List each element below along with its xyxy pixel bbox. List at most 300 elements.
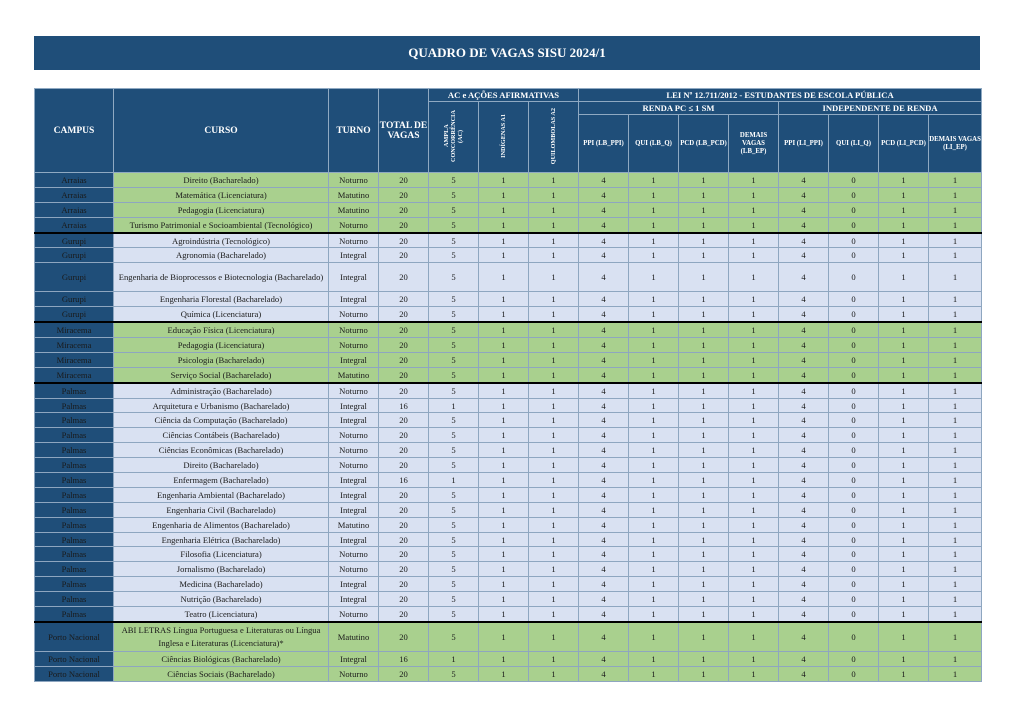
cell-li-ppi: 4 — [779, 547, 829, 562]
table-row — [35, 202, 982, 217]
cell-curso: Serviço Social (Bacharelado) — [114, 367, 329, 382]
table-row — [35, 458, 982, 473]
cell-total: 20 — [379, 607, 429, 622]
cell-li-ep: 1 — [929, 413, 982, 428]
cell-turno: Integral — [329, 577, 379, 592]
cell-lb-ep: 1 — [729, 577, 779, 592]
cell-li-q: 0 — [829, 443, 879, 458]
cell-campus: Arraias — [35, 173, 114, 188]
cell-campus: Palmas — [35, 532, 114, 547]
cell-total: 20 — [379, 517, 429, 532]
cell-lb-ep: 1 — [729, 187, 779, 202]
cell-curso: Matemática (Licenciatura) — [114, 187, 329, 202]
cell-a2: 1 — [529, 577, 579, 592]
cell-campus: Palmas — [35, 383, 114, 398]
cell-li-pcd: 1 — [879, 338, 929, 353]
table-row — [35, 532, 982, 547]
cell-campus: Gurupi — [35, 248, 114, 263]
cell-li-pcd: 1 — [879, 607, 929, 622]
cell-a2: 1 — [529, 217, 579, 232]
cell-a1: 1 — [479, 651, 529, 666]
cell-li-pcd: 1 — [879, 202, 929, 217]
cell-li-pcd: 1 — [879, 217, 929, 232]
cell-lb-q: 1 — [629, 502, 679, 517]
cell-ac: 5 — [429, 458, 479, 473]
cell-curso: Direito (Bacharelado) — [114, 458, 329, 473]
cell-li-ep: 1 — [929, 547, 982, 562]
header-li-ep: DEMAIS VAGAS (LI_EP) — [929, 115, 982, 173]
cell-curso: Engenharia Civil (Bacharelado) — [114, 502, 329, 517]
cell-lb-ppi: 4 — [579, 338, 629, 353]
cell-a1: 1 — [479, 367, 529, 382]
cell-lb-pcd: 1 — [679, 577, 729, 592]
cell-lb-ppi: 4 — [579, 263, 629, 292]
cell-lb-q: 1 — [629, 458, 679, 473]
table-row — [35, 487, 982, 502]
cell-curso: Medicina (Bacharelado) — [114, 577, 329, 592]
cell-ac: 5 — [429, 502, 479, 517]
cell-li-q: 0 — [829, 458, 879, 473]
cell-li-q: 0 — [829, 622, 879, 652]
cell-lb-q: 1 — [629, 352, 679, 367]
cell-li-pcd: 1 — [879, 367, 929, 382]
cell-lb-ep: 1 — [729, 443, 779, 458]
cell-li-pcd: 1 — [879, 532, 929, 547]
cell-li-ep: 1 — [929, 443, 982, 458]
cell-turno: Noturno — [329, 383, 379, 398]
header-turno: TURNO — [329, 89, 379, 173]
cell-total: 16 — [379, 473, 429, 488]
cell-lb-ppi: 4 — [579, 322, 629, 337]
cell-campus: Palmas — [35, 592, 114, 607]
cell-ac: 5 — [429, 428, 479, 443]
cell-lb-ppi: 4 — [579, 202, 629, 217]
cell-a2: 1 — [529, 517, 579, 532]
cell-li-ppi: 4 — [779, 428, 829, 443]
cell-a1: 1 — [479, 622, 529, 652]
cell-lb-ppi: 4 — [579, 547, 629, 562]
cell-curso: Agronomia (Bacharelado) — [114, 248, 329, 263]
cell-li-pcd: 1 — [879, 458, 929, 473]
cell-campus: Porto Nacional — [35, 666, 114, 681]
cell-li-ep: 1 — [929, 517, 982, 532]
cell-a2: 1 — [529, 562, 579, 577]
cell-lb-pcd: 1 — [679, 428, 729, 443]
cell-ac: 5 — [429, 443, 479, 458]
cell-a1: 1 — [479, 233, 529, 248]
cell-lb-q: 1 — [629, 532, 679, 547]
cell-li-q: 0 — [829, 248, 879, 263]
cell-a2: 1 — [529, 202, 579, 217]
cell-turno: Matutino — [329, 517, 379, 532]
cell-lb-ppi: 4 — [579, 383, 629, 398]
cell-ac: 5 — [429, 248, 479, 263]
cell-turno: Integral — [329, 487, 379, 502]
cell-lb-ppi: 4 — [579, 413, 629, 428]
cell-li-pcd: 1 — [879, 383, 929, 398]
table-row — [35, 352, 982, 367]
cell-li-q: 0 — [829, 532, 879, 547]
cell-total: 20 — [379, 202, 429, 217]
cell-curso: Agroindústria (Tecnológico) — [114, 233, 329, 248]
cell-lb-ep: 1 — [729, 532, 779, 547]
cell-curso: Ciências Contábeis (Bacharelado) — [114, 428, 329, 443]
cell-curso: Jornalismo (Bacharelado) — [114, 562, 329, 577]
cell-lb-ppi: 4 — [579, 607, 629, 622]
cell-li-ppi: 4 — [779, 577, 829, 592]
cell-lb-pcd: 1 — [679, 217, 729, 232]
cell-turno: Noturno — [329, 666, 379, 681]
cell-a1: 1 — [479, 338, 529, 353]
cell-total: 20 — [379, 547, 429, 562]
table-body — [35, 173, 982, 682]
cell-lb-ep: 1 — [729, 367, 779, 382]
cell-lb-ppi: 4 — [579, 217, 629, 232]
cell-li-ppi: 4 — [779, 487, 829, 502]
cell-a2: 1 — [529, 248, 579, 263]
cell-curso: Engenharia de Bioprocessos e Biotecnologia (Bacharelado) — [114, 263, 329, 292]
cell-li-pcd: 1 — [879, 666, 929, 681]
header-lb-ep: DEMAIS VAGAS (LB_EP) — [729, 115, 779, 173]
cell-lb-pcd: 1 — [679, 352, 729, 367]
cell-a2: 1 — [529, 666, 579, 681]
cell-turno: Integral — [329, 248, 379, 263]
cell-lb-ep: 1 — [729, 352, 779, 367]
cell-ac: 5 — [429, 263, 479, 292]
cell-turno: Noturno — [329, 322, 379, 337]
table-row — [35, 263, 982, 292]
cell-lb-ep: 1 — [729, 398, 779, 413]
cell-a2: 1 — [529, 322, 579, 337]
cell-li-q: 0 — [829, 187, 879, 202]
cell-lb-ppi: 4 — [579, 458, 629, 473]
cell-li-ep: 1 — [929, 577, 982, 592]
cell-ac: 5 — [429, 352, 479, 367]
cell-li-pcd: 1 — [879, 562, 929, 577]
header-li-q: QUI (LI_Q) — [829, 115, 879, 173]
cell-lb-ep: 1 — [729, 322, 779, 337]
cell-li-q: 0 — [829, 607, 879, 622]
cell-lb-q: 1 — [629, 428, 679, 443]
cell-li-ep: 1 — [929, 562, 982, 577]
cell-total: 20 — [379, 338, 429, 353]
table-row — [35, 666, 982, 681]
cell-li-q: 0 — [829, 651, 879, 666]
cell-li-pcd: 1 — [879, 547, 929, 562]
cell-curso: Pedagogia (Licenciatura) — [114, 338, 329, 353]
cell-total: 16 — [379, 398, 429, 413]
header-total-vagas: TOTAL DE VAGAS — [379, 89, 429, 173]
cell-turno: Noturno — [329, 217, 379, 232]
cell-a1: 1 — [479, 547, 529, 562]
cell-lb-ep: 1 — [729, 263, 779, 292]
cell-a2: 1 — [529, 307, 579, 322]
cell-ac: 5 — [429, 413, 479, 428]
cell-a1: 1 — [479, 458, 529, 473]
cell-a1: 1 — [479, 532, 529, 547]
cell-total: 20 — [379, 413, 429, 428]
cell-ac: 5 — [429, 383, 479, 398]
cell-a1: 1 — [479, 443, 529, 458]
cell-a2: 1 — [529, 622, 579, 652]
cell-li-ep: 1 — [929, 202, 982, 217]
cell-lb-q: 1 — [629, 622, 679, 652]
table-row — [35, 248, 982, 263]
cell-ac: 5 — [429, 577, 479, 592]
cell-li-ep: 1 — [929, 666, 982, 681]
cell-a1: 1 — [479, 428, 529, 443]
cell-li-ppi: 4 — [779, 443, 829, 458]
cell-lb-pcd: 1 — [679, 651, 729, 666]
cell-a2: 1 — [529, 187, 579, 202]
cell-li-ep: 1 — [929, 352, 982, 367]
cell-li-q: 0 — [829, 233, 879, 248]
cell-li-ep: 1 — [929, 458, 982, 473]
cell-a2: 1 — [529, 502, 579, 517]
table-row — [35, 607, 982, 622]
cell-a1: 1 — [479, 517, 529, 532]
cell-campus: Palmas — [35, 502, 114, 517]
cell-li-ppi: 4 — [779, 666, 829, 681]
cell-lb-pcd: 1 — [679, 413, 729, 428]
cell-turno: Matutino — [329, 622, 379, 652]
cell-total: 20 — [379, 428, 429, 443]
cell-li-ep: 1 — [929, 383, 982, 398]
cell-li-pcd: 1 — [879, 233, 929, 248]
cell-li-q: 0 — [829, 367, 879, 382]
cell-curso: Turismo Patrimonial e Socioambiental (Tecnológico) — [114, 217, 329, 232]
cell-campus: Palmas — [35, 428, 114, 443]
cell-lb-q: 1 — [629, 263, 679, 292]
cell-lb-ppi: 4 — [579, 248, 629, 263]
cell-total: 20 — [379, 458, 429, 473]
cell-li-ppi: 4 — [779, 413, 829, 428]
cell-lb-ppi: 4 — [579, 532, 629, 547]
cell-li-ep: 1 — [929, 502, 982, 517]
cell-turno: Integral — [329, 651, 379, 666]
cell-li-pcd: 1 — [879, 651, 929, 666]
cell-a1: 1 — [479, 263, 529, 292]
table-row — [35, 322, 982, 337]
table-row — [35, 187, 982, 202]
cell-li-ep: 1 — [929, 473, 982, 488]
cell-lb-q: 1 — [629, 383, 679, 398]
cell-turno: Noturno — [329, 607, 379, 622]
cell-li-pcd: 1 — [879, 413, 929, 428]
cell-turno: Noturno — [329, 233, 379, 248]
cell-lb-q: 1 — [629, 651, 679, 666]
cell-lb-q: 1 — [629, 367, 679, 382]
cell-lb-ep: 1 — [729, 383, 779, 398]
cell-lb-pcd: 1 — [679, 592, 729, 607]
page-title: QUADRO DE VAGAS SISU 2024/1 — [34, 36, 980, 70]
cell-campus: Palmas — [35, 577, 114, 592]
table-row — [35, 443, 982, 458]
table-row — [35, 217, 982, 232]
cell-lb-ppi: 4 — [579, 487, 629, 502]
cell-total: 20 — [379, 307, 429, 322]
cell-lb-pcd: 1 — [679, 338, 729, 353]
cell-a2: 1 — [529, 173, 579, 188]
cell-li-ep: 1 — [929, 398, 982, 413]
cell-turno: Noturno — [329, 562, 379, 577]
cell-turno: Noturno — [329, 307, 379, 322]
cell-li-ep: 1 — [929, 187, 982, 202]
cell-li-ppi: 4 — [779, 532, 829, 547]
cell-turno: Integral — [329, 292, 379, 307]
cell-campus: Gurupi — [35, 263, 114, 292]
cell-total: 20 — [379, 263, 429, 292]
cell-li-ep: 1 — [929, 367, 982, 382]
cell-lb-pcd: 1 — [679, 517, 729, 532]
cell-li-ep: 1 — [929, 322, 982, 337]
cell-a2: 1 — [529, 443, 579, 458]
table-row — [35, 292, 982, 307]
cell-a1: 1 — [479, 307, 529, 322]
cell-lb-q: 1 — [629, 233, 679, 248]
cell-campus: Palmas — [35, 443, 114, 458]
cell-lb-ep: 1 — [729, 173, 779, 188]
cell-li-ppi: 4 — [779, 398, 829, 413]
cell-li-ep: 1 — [929, 487, 982, 502]
header-indigenas: INDÍGENAS A1 — [479, 102, 529, 173]
header-quilombolas: QUILOMBOLAS A2 — [529, 102, 579, 173]
cell-li-ep: 1 — [929, 173, 982, 188]
cell-ac: 1 — [429, 473, 479, 488]
cell-li-q: 0 — [829, 398, 879, 413]
cell-campus: Arraias — [35, 202, 114, 217]
cell-a1: 1 — [479, 217, 529, 232]
cell-a1: 1 — [479, 666, 529, 681]
cell-lb-q: 1 — [629, 248, 679, 263]
cell-total: 20 — [379, 352, 429, 367]
cell-lb-q: 1 — [629, 592, 679, 607]
cell-li-q: 0 — [829, 577, 879, 592]
cell-lb-ppi: 4 — [579, 622, 629, 652]
cell-lb-q: 1 — [629, 398, 679, 413]
cell-ac: 5 — [429, 487, 479, 502]
cell-turno: Noturno — [329, 458, 379, 473]
cell-curso: Educação Física (Licenciatura) — [114, 322, 329, 337]
cell-li-pcd: 1 — [879, 352, 929, 367]
header-lb-pcd: PCD (LB_PCD) — [679, 115, 729, 173]
cell-campus: Palmas — [35, 517, 114, 532]
cell-ac: 5 — [429, 562, 479, 577]
cell-turno: Noturno — [329, 173, 379, 188]
cell-lb-ppi: 4 — [579, 517, 629, 532]
cell-li-ppi: 4 — [779, 217, 829, 232]
cell-li-q: 0 — [829, 473, 879, 488]
cell-a1: 1 — [479, 292, 529, 307]
cell-lb-pcd: 1 — [679, 473, 729, 488]
cell-a1: 1 — [479, 202, 529, 217]
cell-lb-ep: 1 — [729, 562, 779, 577]
cell-li-ep: 1 — [929, 607, 982, 622]
cell-lb-ppi: 4 — [579, 367, 629, 382]
cell-a1: 1 — [479, 502, 529, 517]
cell-li-ep: 1 — [929, 592, 982, 607]
cell-lb-pcd: 1 — [679, 322, 729, 337]
cell-li-q: 0 — [829, 202, 879, 217]
cell-lb-ppi: 4 — [579, 666, 629, 681]
cell-lb-ep: 1 — [729, 202, 779, 217]
cell-li-q: 0 — [829, 666, 879, 681]
cell-ac: 5 — [429, 517, 479, 532]
cell-lb-ppi: 4 — [579, 428, 629, 443]
cell-curso: Química (Licenciatura) — [114, 307, 329, 322]
cell-li-pcd: 1 — [879, 592, 929, 607]
cell-lb-q: 1 — [629, 517, 679, 532]
cell-total: 20 — [379, 292, 429, 307]
cell-a1: 1 — [479, 577, 529, 592]
cell-li-q: 0 — [829, 562, 879, 577]
cell-li-ppi: 4 — [779, 233, 829, 248]
cell-li-ppi: 4 — [779, 607, 829, 622]
cell-curso: Psicologia (Bacharelado) — [114, 352, 329, 367]
cell-lb-pcd: 1 — [679, 622, 729, 652]
cell-lb-ep: 1 — [729, 473, 779, 488]
cell-lb-ppi: 4 — [579, 592, 629, 607]
cell-ac: 5 — [429, 547, 479, 562]
cell-lb-ep: 1 — [729, 651, 779, 666]
cell-curso: Enfermagem (Bacharelado) — [114, 473, 329, 488]
cell-a2: 1 — [529, 547, 579, 562]
cell-ac: 5 — [429, 322, 479, 337]
cell-lb-ep: 1 — [729, 428, 779, 443]
cell-lb-pcd: 1 — [679, 173, 729, 188]
cell-a2: 1 — [529, 413, 579, 428]
cell-total: 20 — [379, 248, 429, 263]
cell-curso: Engenharia Ambiental (Bacharelado) — [114, 487, 329, 502]
cell-campus: Palmas — [35, 473, 114, 488]
cell-lb-pcd: 1 — [679, 398, 729, 413]
cell-li-ppi: 4 — [779, 263, 829, 292]
cell-a2: 1 — [529, 473, 579, 488]
cell-total: 20 — [379, 562, 429, 577]
cell-total: 20 — [379, 502, 429, 517]
cell-ac: 5 — [429, 187, 479, 202]
cell-turno: Matutino — [329, 187, 379, 202]
cell-li-q: 0 — [829, 487, 879, 502]
cell-lb-q: 1 — [629, 443, 679, 458]
cell-li-ppi: 4 — [779, 307, 829, 322]
cell-lb-pcd: 1 — [679, 233, 729, 248]
cell-campus: Palmas — [35, 487, 114, 502]
cell-li-q: 0 — [829, 263, 879, 292]
cell-curso: Direito (Bacharelado) — [114, 173, 329, 188]
cell-li-q: 0 — [829, 592, 879, 607]
cell-a2: 1 — [529, 398, 579, 413]
cell-lb-pcd: 1 — [679, 487, 729, 502]
cell-li-q: 0 — [829, 338, 879, 353]
cell-campus: Palmas — [35, 562, 114, 577]
cell-a2: 1 — [529, 292, 579, 307]
cell-lb-q: 1 — [629, 307, 679, 322]
cell-li-ppi: 4 — [779, 352, 829, 367]
table-row — [35, 473, 982, 488]
cell-lb-ep: 1 — [729, 233, 779, 248]
cell-lb-ppi: 4 — [579, 398, 629, 413]
cell-lb-pcd: 1 — [679, 562, 729, 577]
cell-curso: Pedagogia (Licenciatura) — [114, 202, 329, 217]
cell-campus: Miracema — [35, 352, 114, 367]
cell-lb-q: 1 — [629, 292, 679, 307]
cell-turno: Integral — [329, 473, 379, 488]
header-lb-ppi: PPI (LB_PPI) — [579, 115, 629, 173]
cell-campus: Porto Nacional — [35, 651, 114, 666]
cell-li-ep: 1 — [929, 651, 982, 666]
cell-li-pcd: 1 — [879, 517, 929, 532]
